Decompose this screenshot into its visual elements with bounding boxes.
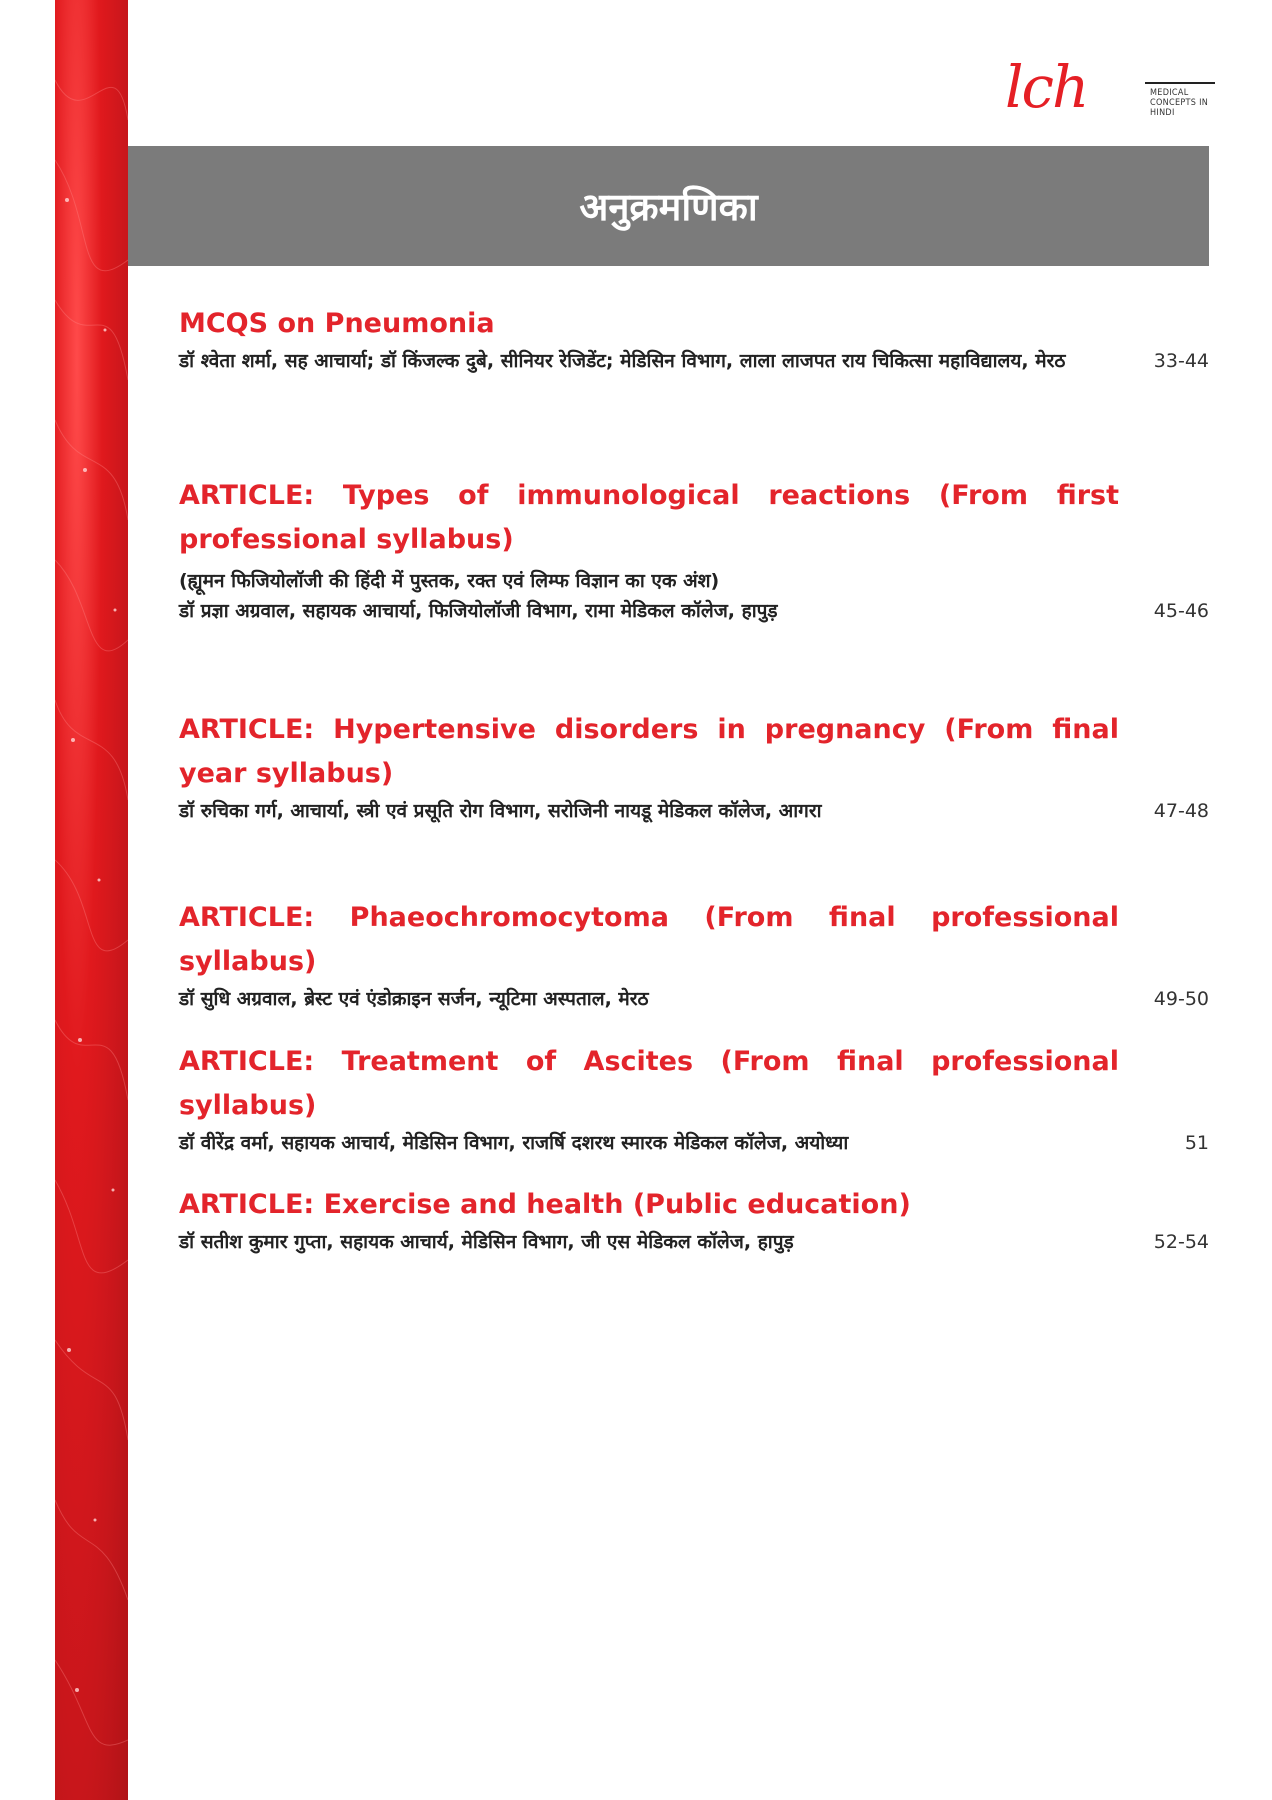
entry-pages: 47-48 [1153, 800, 1209, 822]
entry-author: डॉ रुचिका गर्ग, आचार्या, स्त्री एवं प्रसूति रोग विभाग, सरोजिनी नायडू मेडिकल कॉलेज, आगरा [179, 800, 822, 822]
logo-mark: lch [1005, 53, 1088, 121]
toc-entry-2[interactable] [179, 474, 1209, 626]
logo-rule [1145, 82, 1215, 84]
entry-pages: 51 [1184, 1132, 1209, 1154]
band-pattern-graphic [55, 0, 128, 1800]
entry-title: ARTICLE: Phaeochromocytoma (From final professional syllabus) [179, 902, 1119, 977]
entry-title: ARTICLE: Treatment of Ascites (From final professional syllabus) [179, 1046, 1119, 1121]
decorative-side-band [55, 0, 128, 1800]
entry-author: डॉ सुधि अग्रवाल, ब्रेस्ट एवं एंडोक्राइन सर्जन, न्यूटिमा अस्पताल, मेरठ [179, 988, 649, 1010]
entry-author: डॉ सतीश कुमार गुप्ता, सहायक आचार्य, मेडिसिन विभाग, जी एस मेडिकल कॉलेज, हापुड़ [179, 1231, 794, 1253]
logo-tagline: MEDICAL CONCEPTS IN HINDI [1150, 88, 1209, 118]
entry-note: (ह्यूमन फिजियोलॉजी की हिंदी में पुस्तक, रक्त एवं लिम्फ विज्ञान का एक अंश) [179, 570, 720, 592]
entry-pages: 33-44 [1153, 350, 1209, 372]
toc-entry-4[interactable] [179, 896, 1209, 1014]
entry-pages: 45-46 [1153, 600, 1209, 622]
publisher-logo [1005, 52, 1215, 128]
entry-pages: 52-54 [1153, 1231, 1209, 1253]
title-bar [128, 146, 1209, 266]
entry-author: डॉ श्वेता शर्मा, सह आचार्या; डॉ किंजल्क दुबे, सीनियर रेजिडेंट; मेडिसिन विभाग, लाला लाजपत राय चिकित्सा महाविद्यालय, मेरठ [179, 350, 1066, 372]
toc-entry-1[interactable] [179, 302, 1209, 376]
toc-entry-5[interactable] [179, 1040, 1209, 1158]
entry-author: डॉ प्रज्ञा अग्रवाल, सहायक आचार्या, फिजियोलॉजी विभाग, रामा मेडिकल कॉलेज, हापुड़ [179, 600, 778, 622]
entry-pages: 49-50 [1153, 988, 1209, 1010]
entry-title: ARTICLE: Exercise and health (Public education) [179, 1189, 911, 1220]
entry-author: डॉ वीरेंद्र वर्मा, सहायक आचार्य, मेडिसिन विभाग, राजर्षि दशरथ स्मारक मेडिकल कॉलेज, अयोध्या [179, 1132, 849, 1154]
page-title: अनुक्रमणिका [579, 185, 758, 229]
toc-entry-3[interactable] [179, 708, 1209, 826]
entry-title: ARTICLE: Types of immunological reactions (From first professional syllabus) [179, 480, 1119, 555]
entry-title: MCQS on Pneumonia [179, 308, 495, 339]
entry-title: ARTICLE: Hypertensive disorders in pregnancy (From final year syllabus) [179, 714, 1119, 789]
toc-entry-6[interactable] [179, 1183, 1209, 1257]
